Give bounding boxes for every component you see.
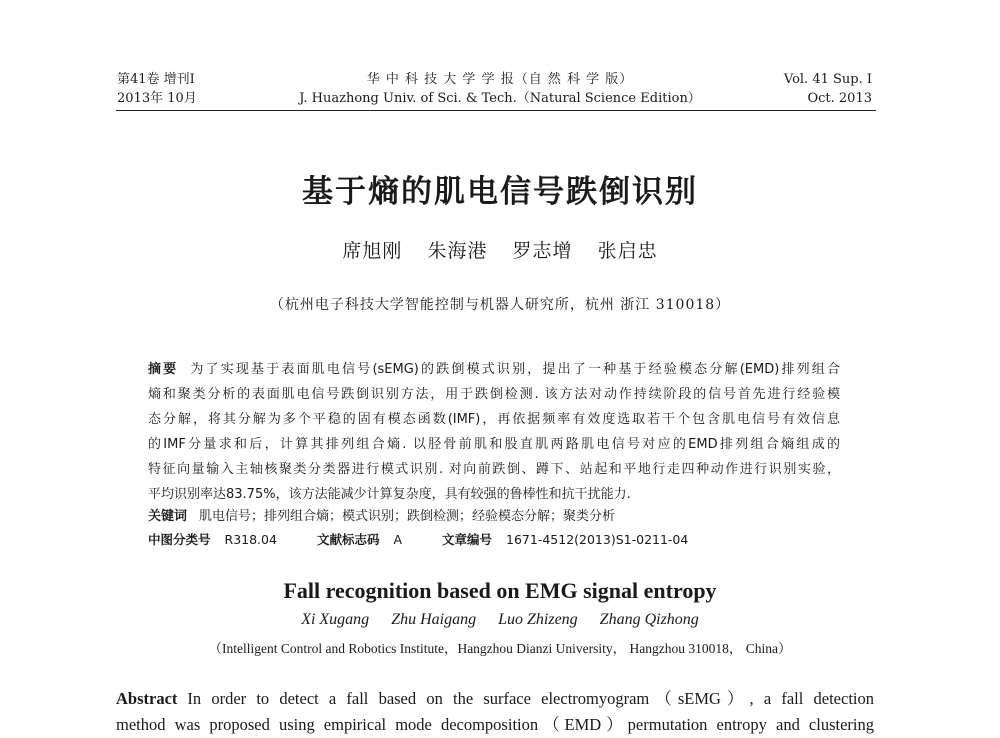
author-en: Xi Xugang <box>301 611 370 628</box>
journal-date-en: Oct. 2013 <box>807 91 872 106</box>
abstract-en-line: method was proposed using empirical mode decomposition（EMD）permutation entropy and clustering <box>116 715 874 734</box>
journal-date: 2013年 10月 <box>117 91 197 106</box>
abstract-zh-line: 平均识别率达83.75%，该方法能减少计算复杂度，具有较强的鲁棒性和抗干扰能力. <box>148 487 631 502</box>
clc-label: 中图分类号 <box>148 532 211 547</box>
abstract-en-line: Abstract In order to detect a fall based on the surface electromyogram（sEMG）, a fall detection <box>116 689 874 708</box>
journal-name-zh: 华 中 科 技 大 学 学 报（自 然 科 学 版） <box>366 72 634 87</box>
journal-name-en: J. Huazhong Univ. of Sci. & Tech.（Natural Science Edition） <box>299 91 701 106</box>
keywords-zh <box>148 507 840 527</box>
doc-code-label: 文献标志码 <box>316 532 380 547</box>
author-en: Zhang Qizhong <box>599 611 699 628</box>
abstract-en-label: Abstract <box>116 689 178 708</box>
author-zh: 朱海港 <box>427 240 488 262</box>
keywords-zh-label: 关键词 <box>148 509 188 524</box>
abstract-zh-label: 摘要 <box>148 362 179 377</box>
paper-title-en: Fall recognition based on EMG signal entropy <box>283 578 717 603</box>
classification-line <box>148 530 688 548</box>
author-zh: 席旭刚 <box>342 240 403 262</box>
author-zh: 罗志增 <box>512 240 573 262</box>
affiliation-zh: （杭州电子科技大学智能控制与机器人研究所，杭州 浙江 310018） <box>269 297 731 313</box>
author-en: Zhu Haigang <box>391 611 477 628</box>
article-number-value: 1671-4512(2013)S1-0211-04 <box>506 532 689 547</box>
clc-value: R318.04 <box>224 532 277 547</box>
paper-title-zh: 基于熵的肌电信号跌倒识别 <box>302 174 698 210</box>
keywords-zh-text: 肌电信号；排列组合熵；模式识别；跌倒检测；经验模态分解；聚类分析 <box>199 509 616 524</box>
abstract-zh-line: 态分解，将其分解为多个平稳的固有模态函数(IMF)，再依据频率有效度选取若干个包含肌电信号有效信息 <box>148 412 840 427</box>
abstract-zh-line: 的IMF分量求和后，计算其排列组合熵. 以胫骨前肌和股直肌两路肌电信号对应的EMD排列组合熵组成的 <box>148 437 840 452</box>
journal-volume: 第41卷 增刊Ⅰ <box>117 72 195 87</box>
authors-en <box>0 611 1000 629</box>
authors-zh <box>0 236 1000 263</box>
journal-volume-en: Vol. 41 Sup. Ⅰ <box>783 72 872 87</box>
abstract-zh-line: 特征向量输入主轴核聚类分类器进行模式识别. 对向前跌倒、蹲下、站起和平地行走四种动作进行识别实验， <box>148 462 840 477</box>
doc-code-value: A <box>393 532 403 547</box>
abstract-zh-line: 熵和聚类分析的表面肌电信号跌倒识别方法，用于跌倒检测. 该方法对动作持续阶段的信号首先进行经验模 <box>148 387 840 402</box>
article-number-label: 文章编号 <box>442 532 493 547</box>
header-rule <box>116 110 876 111</box>
author-zh: 张启忠 <box>597 240 658 262</box>
abstract-zh-line: 摘要 为了实现基于表面肌电信号(sEMG)的跌倒模式识别，提出了一种基于经验模态分解(EMD)排列组合 <box>148 362 840 377</box>
affiliation-en: （Intelligent Control and Robotics Institute，Hangzhou Dianzi University， Hangzhou 310018， China） <box>208 641 792 656</box>
author-en: Luo Zhizeng <box>498 611 578 628</box>
